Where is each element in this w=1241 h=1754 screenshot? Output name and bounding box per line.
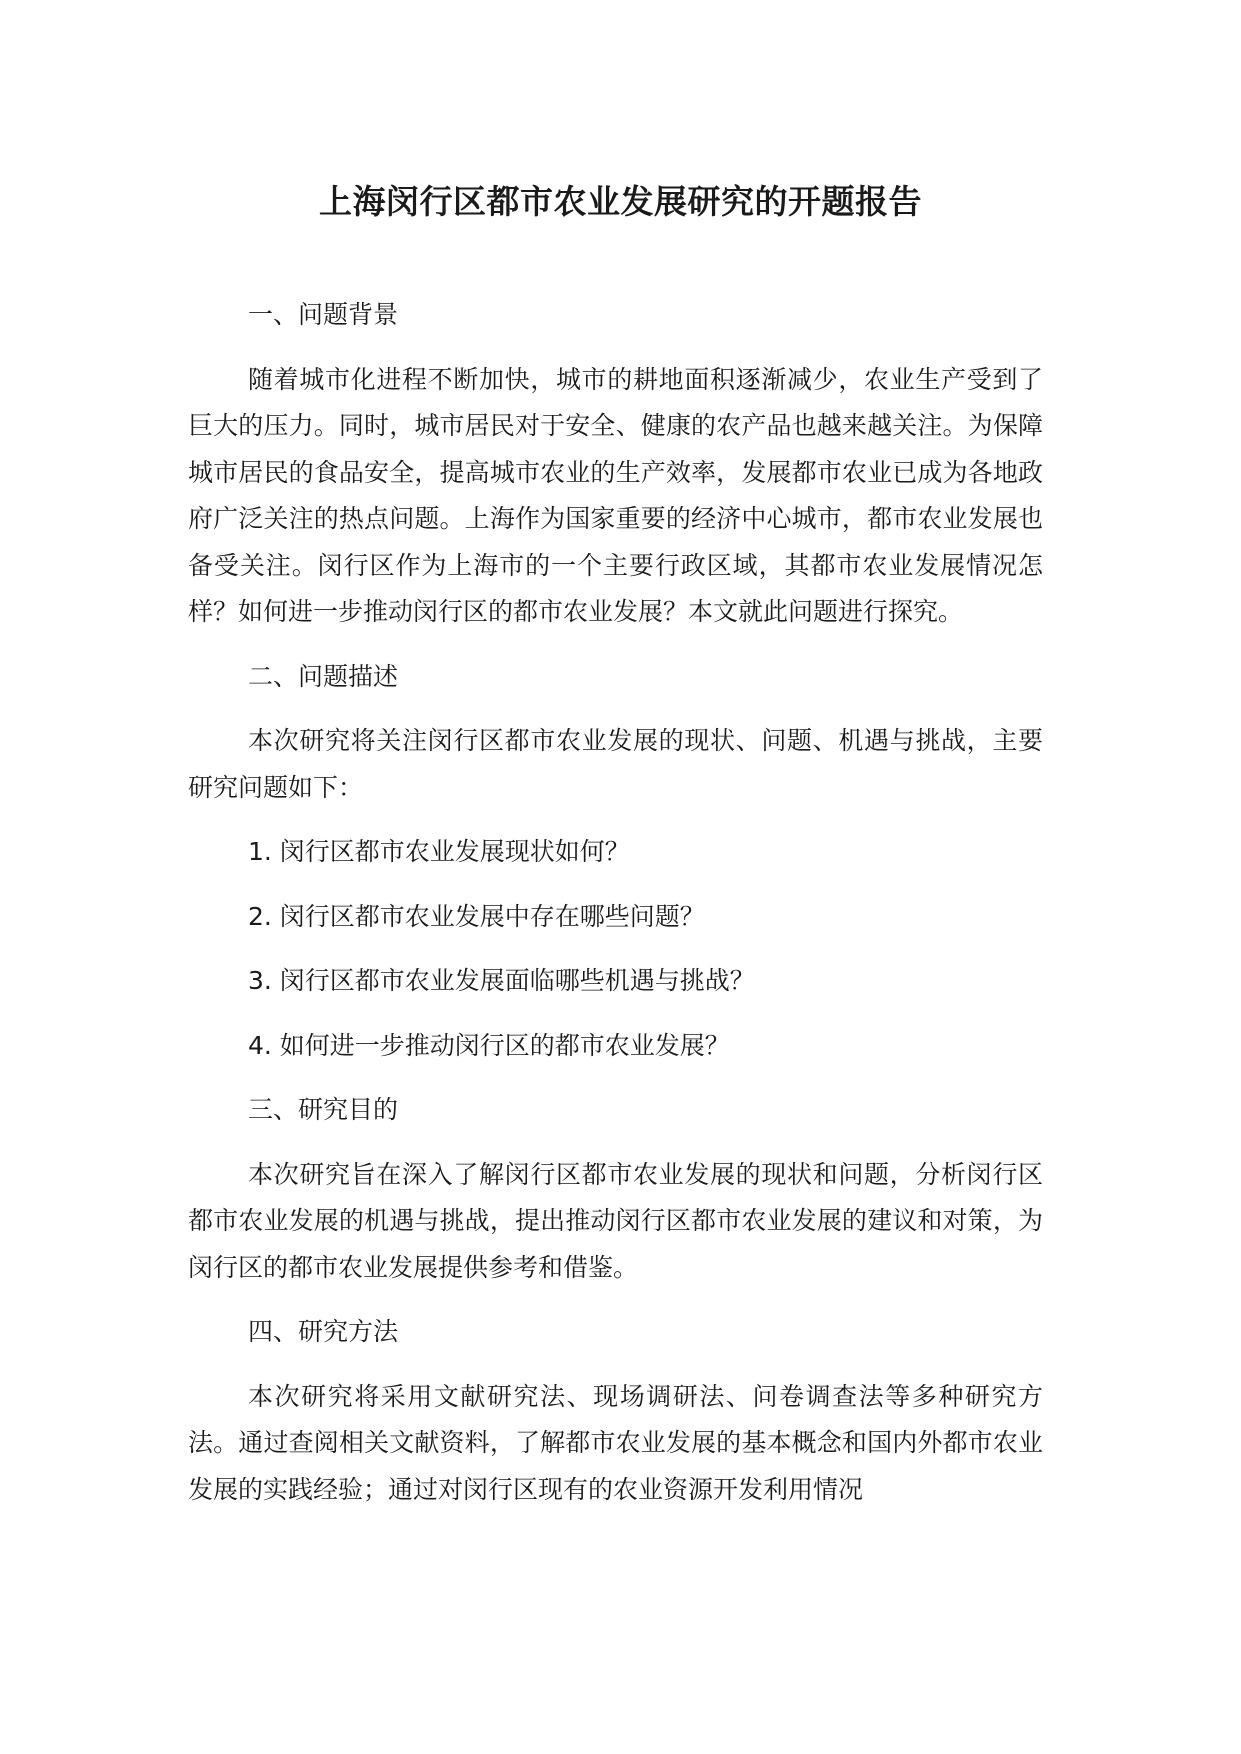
- section-paragraph-background: 随着城市化进程不断加快，城市的耕地面积逐渐减少，农业生产受到了巨大的压力。同时，城市居民对于安全、健康的农产品也越来越关注。为保障城市居民的食品安全，提高城市农业的生产效率，发展都市农业已成为各地政府广泛关注的热点问题。上海作为国家重要的经济中心城市，都市农业发展也备受关注。闵行区作为上海市的一个主要行政区域，其都市农业发展情况怎样？如何进一步推动闵行区的都市农业发展？本文就此问题进行探究。: [188, 364, 1043, 626]
- section-heading-purpose: 三、研究目的: [248, 1095, 399, 1124]
- section-heading-method: 四、研究方法: [248, 1317, 399, 1346]
- list-item: 2. 闵行区都市农业发展中存在哪些问题？: [248, 901, 705, 931]
- section-paragraph-description: 本次研究将关注闵行区都市农业发展的现状、问题、机遇与挑战，主要研究问题如下：: [188, 726, 1043, 802]
- document-body: [188, 292, 1043, 1531]
- section-paragraph-purpose: 本次研究旨在深入了解闵行区都市农业发展的现状和问题，分析闵行区都市农业发展的机遇与挑战，提出推动闵行区都市农业发展的建议和对策，为闵行区的都市农业发展提供参考和借鉴。: [188, 1159, 1043, 1282]
- document-title: 上海闵行区都市农业发展研究的开题报告: [319, 182, 922, 221]
- section-heading-description: 二、问题描述: [248, 661, 399, 691]
- section-heading-background: 一、问题背景: [248, 300, 399, 329]
- list-item: 3. 闵行区都市农业发展面临哪些机遇与挑战？: [248, 966, 755, 995]
- section-paragraph-method: 本次研究将采用文献研究法、现场调研法、问卷调查法等多种研究方法。通过查阅相关文献资料，了解都市农业发展的基本概念和国内外都市农业发展的实践经验；通过对闵行区现有的农业资源开发利用情况: [188, 1381, 1043, 1504]
- list-item: 4. 如何进一步推动闵行区的都市农业发展？: [248, 1030, 730, 1060]
- list-item: 1. 闵行区都市农业发展现状如何？: [248, 837, 630, 866]
